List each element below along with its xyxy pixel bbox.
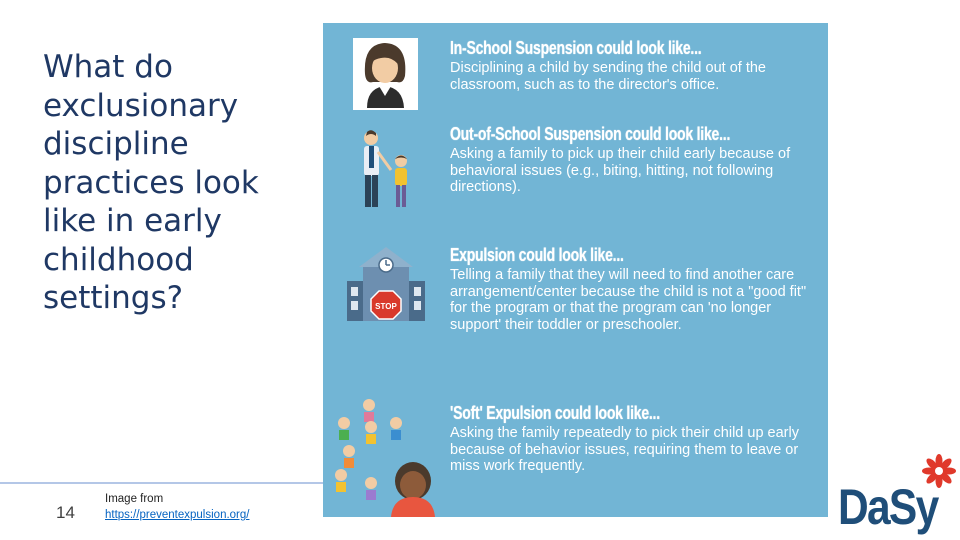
dasy-logo [838, 452, 960, 540]
section-in-school-suspension [450, 38, 810, 93]
section-out-of-school-suspension [450, 124, 810, 196]
credit-link[interactable]: https://preventexpulsion.org/ [105, 509, 250, 521]
stop-sign-text: STOP [375, 302, 397, 311]
section-heading: Out-of-School Suspension could look like... [450, 124, 731, 144]
credit-label: Image from [105, 493, 164, 505]
logo-text: DaSy [838, 479, 938, 535]
teacher-icon [353, 38, 418, 110]
section-body: Asking the family repeatedly to pick their child up early because of behavior issues, requiring them to leave or miss work frequently. [450, 425, 799, 474]
exclusionary-discipline-infographic [323, 23, 828, 517]
section-heading: 'Soft' Expulsion could look like... [450, 403, 660, 423]
children-group-icon [331, 395, 441, 517]
section-body: Asking a family to pick up their child early because of behavioral issues (e.g., biting, hitting, not following directions). [450, 146, 791, 195]
section-body: Telling a family that they will need to find another care arrangement/center because the child is not a "good fit" for the program or that the program can 'no longer support' their toddler or preschooler. [450, 267, 807, 333]
section-soft-expulsion [450, 403, 810, 475]
slide-number: 14 [56, 503, 75, 522]
footer-divider [0, 482, 330, 484]
section-body: Disciplining a child by sending the child out of the classroom, such as to the director's office. [450, 60, 766, 93]
section-heading: In-School Suspension could look like... [450, 38, 702, 58]
section-heading: Expulsion could look like... [450, 245, 624, 265]
parent-child-icon [353, 128, 418, 210]
school-stop-icon [345, 243, 427, 323]
section-expulsion [450, 245, 810, 333]
image-credit [105, 491, 249, 523]
slide-title: What do exclusionary discipline practices look like in early childhood settings? [43, 49, 259, 316]
